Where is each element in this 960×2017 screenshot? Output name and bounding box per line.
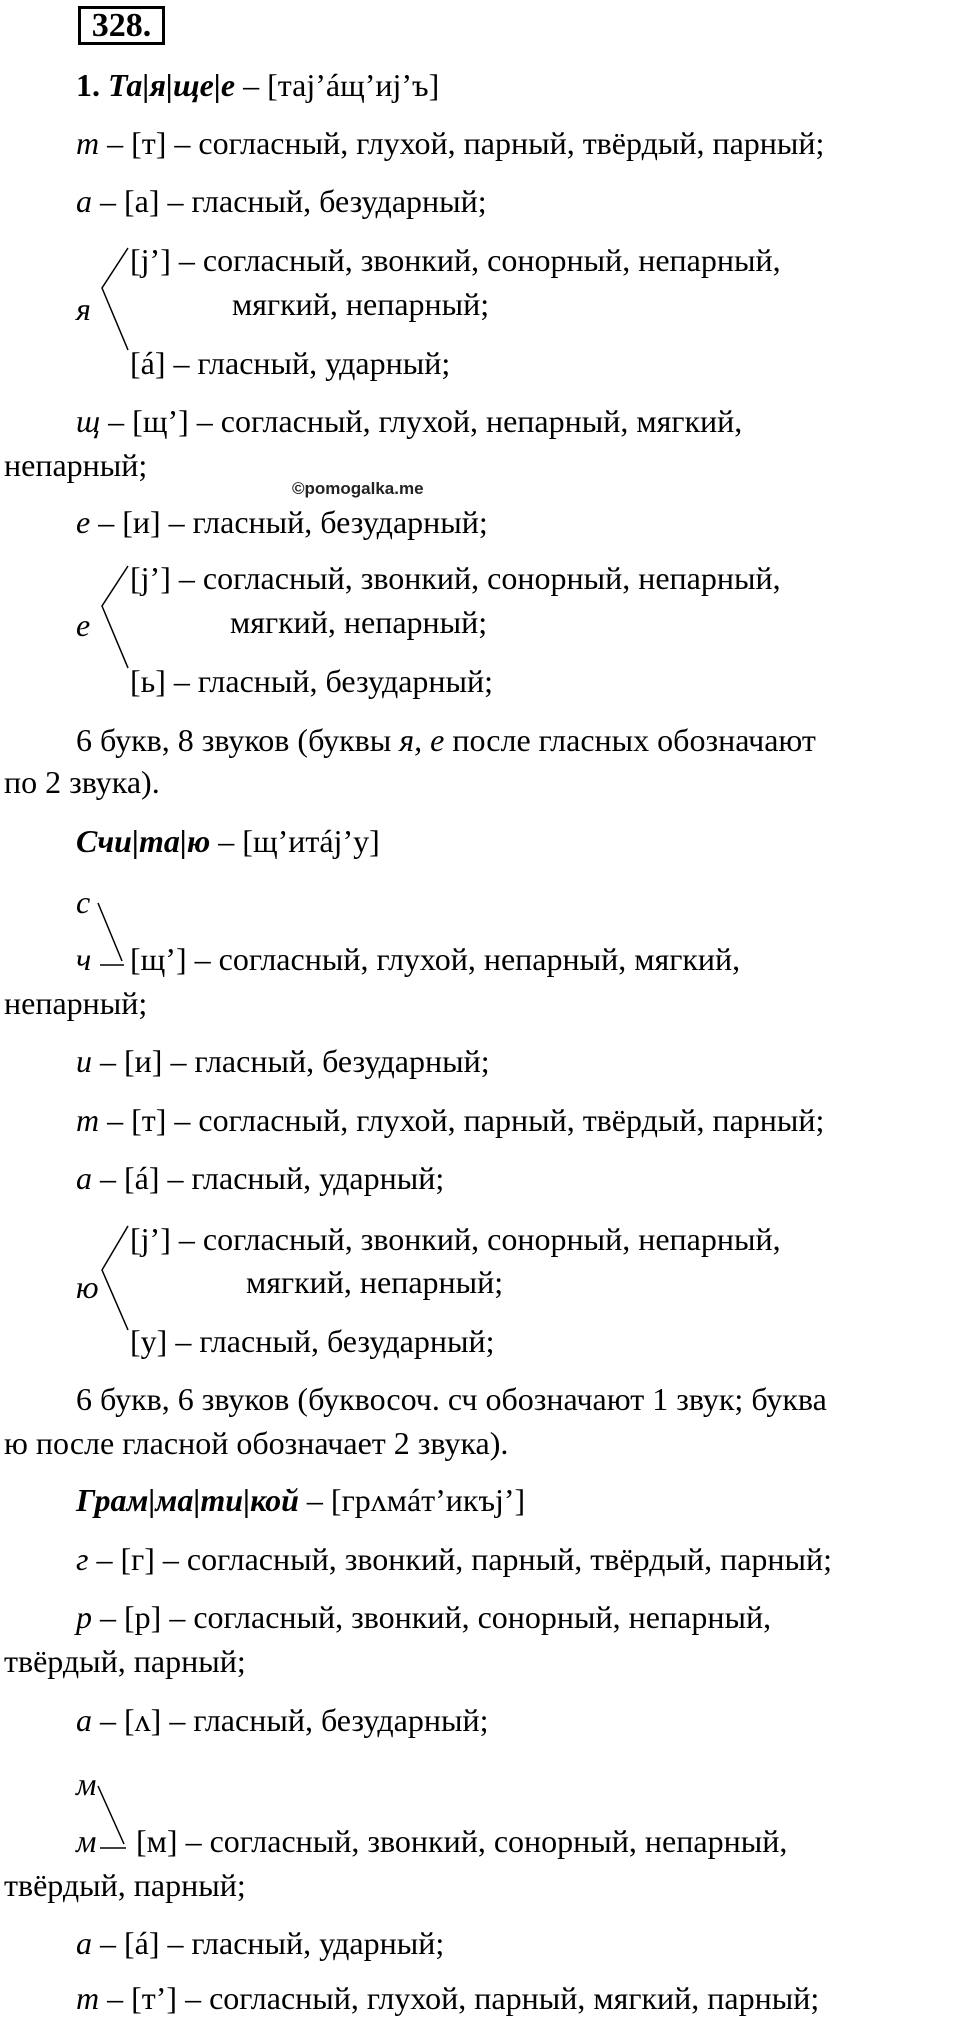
- line-w1-ya-j: [j’] – согласный, звонкий, сонорный, непарный,: [130, 242, 781, 278]
- connector-sch: [90, 897, 140, 977]
- exercise-number: 328.: [78, 6, 165, 45]
- line-b-e: е: [76, 607, 91, 643]
- connector-mm: [90, 1780, 140, 1860]
- line-w3-r2: твёрдый, парный;: [4, 1643, 246, 1679]
- line-w2-title: Счи|та|ю – [щ’итáj’у]: [76, 823, 380, 859]
- line-w2-t: т – [т] – согласный, глухой, парный, твёрдый, парный;: [76, 1102, 825, 1138]
- brace-e: [96, 556, 136, 696]
- line-w3-a: а – [ʌ] – гласный, безударный;: [76, 1702, 489, 1738]
- line-w1-a: а – [а] – гласный, безударный;: [76, 183, 487, 219]
- brace-yu: [96, 1218, 136, 1358]
- line-w1-t: т – [т] – согласный, глухой, парный, твёрдый, парный;: [76, 125, 825, 161]
- line-w1-e-j2: мягкий, непарный;: [230, 604, 488, 640]
- line-w1-sch: щ – [щ’] – согласный, глухой, непарный, мягкий,: [76, 403, 743, 439]
- line-w3-r: р – [р] – согласный, звонкий, сонорный, непарный,: [76, 1599, 772, 1635]
- line-w2-yu-j2: мягкий, непарный;: [246, 1264, 504, 1300]
- line-w3-m2b: твёрдый, парный;: [4, 1867, 246, 1903]
- line-w1-e-j: [j’] – согласный, звонкий, сонорный, непарный,: [130, 560, 781, 596]
- line-w2-ch2: непарный;: [4, 985, 148, 1021]
- line-w2-yu-u: [у] – гласный, безударный;: [130, 1323, 495, 1359]
- line-w3-m-text: [м] – согласный, звонкий, сонорный, непарный,: [136, 1823, 788, 1859]
- line-w2-sum1: 6 букв, 6 звуков (буквосоч. сч обозначают 1 звук; буква: [76, 1381, 827, 1417]
- watermark: ©pomogalka.me: [292, 479, 424, 498]
- line-w1-ya-j2: мягкий, непарный;: [232, 286, 490, 322]
- line-w1-ya-a: [á] – гласный, ударный;: [130, 345, 451, 381]
- line-w2-i: и – [и] – гласный, безударный;: [76, 1043, 490, 1079]
- line-w1-sum2: по 2 звука).: [4, 764, 160, 800]
- line-w3-title: Грам|ма|ти|кой – [грʌмáт’икъj’]: [76, 1482, 526, 1518]
- line-w3-m2: м: [76, 1823, 97, 1859]
- line-w1-e-b: [ь] – гласный, безударный;: [130, 663, 494, 699]
- line-w2-sum2: ю после гласной обозначает 2 звука).: [4, 1425, 509, 1461]
- line-w3-g: г – [г] – согласный, звонкий, парный, твёрдый, парный;: [76, 1541, 833, 1577]
- line-w1-sch2: непарный;: [4, 447, 148, 483]
- line-w1-sum1: 6 букв, 8 звуков (буквы я, е после гласных обозначают: [76, 722, 816, 758]
- line-w3-m1: м: [76, 1766, 97, 1802]
- line-w3-t: т – [т’] – согласный, глухой, парный, мягкий, парный;: [76, 1980, 820, 2016]
- line-w2-ch: ч: [76, 941, 92, 977]
- line-w2-yu-j: [j’] – согласный, звонкий, сонорный, непарный,: [130, 1221, 781, 1257]
- line-b-ya: я: [76, 291, 91, 327]
- line-w2-s: с: [76, 884, 91, 920]
- line-w1-e: е – [и] – гласный, безударный;: [76, 504, 488, 540]
- brace-ya: [96, 238, 136, 378]
- line-b-yu: ю: [76, 1269, 99, 1305]
- line-w1-title: 1. Та|я|ще|е – [таj’áщ’иj’ъ]: [76, 67, 440, 103]
- line-w2-ch-text: [щ’] – согласный, глухой, непарный, мягкий,: [130, 941, 741, 977]
- line-w2-a: а – [á] – гласный, ударный;: [76, 1160, 445, 1196]
- line-w3-a2: а – [á] – гласный, ударный;: [76, 1925, 445, 1961]
